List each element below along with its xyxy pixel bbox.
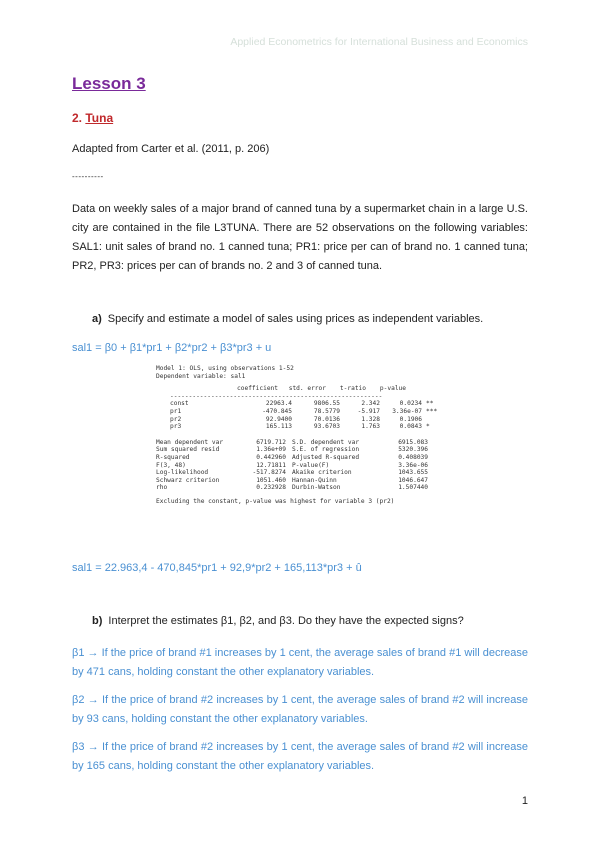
output-title: Model 1: OLS, using observations 1-52 — [156, 365, 294, 372]
section-number: 2. — [72, 111, 83, 125]
stat-row — [156, 439, 456, 447]
coef-t: 1.328 — [361, 415, 380, 423]
lesson-title: Lesson 3 — [72, 74, 146, 93]
question-a-text: Specify and estimate a model of sales using prices as independent variables. — [107, 313, 484, 325]
coef-se: 70.0136 — [313, 415, 340, 423]
stat-l1: Log-likelihood — [156, 469, 209, 477]
stat-v1: 0.442960 — [256, 453, 286, 461]
coef-separator: --------------------------------------------------------- — [170, 392, 383, 400]
coef-t: -5.917 — [357, 407, 380, 415]
coef-row — [156, 423, 456, 431]
question-b-label: b) — [92, 615, 103, 627]
interpretation-beta2: β2 → If the price of brand #2 increases by 1 cent, the average sales of brand #2 will increase by 93 cans, holding constant the other explanatory variables. — [72, 694, 528, 725]
stat-v1: 12.71811 — [256, 461, 286, 469]
coef-p: 0.0234 — [399, 400, 422, 408]
coef-star: * — [426, 423, 430, 431]
stat-l1: rho — [156, 484, 168, 492]
stat-l2: Adjusted R-squared — [292, 453, 360, 461]
stat-v2: 0.408039 — [398, 453, 428, 461]
coef-name: pr2 — [170, 415, 182, 423]
coef-row — [156, 408, 456, 416]
intro-paragraph: Data on weekly sales of a major brand of canned tuna by a supermarket chain in a large U.S. city are contained in the file L3TUNA. There are 52 observations on the following variables: SAL1: unit sales of brand no. 1 canned tuna; PR1: price per can of brand no. 1 canned tuna; PR2, PR3: prices per can of brands no. 2 and 3 of canned tuna. — [72, 203, 528, 272]
stat-l1: Mean dependent var — [156, 438, 224, 446]
page-number: 1 — [521, 795, 528, 807]
coef-coef: 165.113 — [265, 423, 292, 431]
coef-row — [156, 416, 456, 424]
stat-v2: 1043.655 — [398, 469, 428, 477]
coef-coef: 22963.4 — [265, 400, 292, 408]
coef-star: *** — [426, 407, 438, 415]
coef-row — [156, 400, 456, 408]
coef-se: 9806.55 — [313, 400, 340, 408]
stat-v2: 1046.647 — [398, 476, 428, 484]
coef-header: coefficient std. error t-ratio p-value — [237, 385, 406, 393]
output-dependent: Dependent variable: sal1 — [156, 372, 246, 380]
dash-divider: ---------- — [72, 172, 104, 181]
question-b — [92, 615, 464, 627]
stat-v2: 5320.396 — [398, 446, 428, 454]
stat-l2: P-value(F) — [292, 461, 330, 469]
stat-l2: Durbin-Watson — [292, 484, 341, 492]
coef-se: 93.6703 — [313, 423, 340, 431]
stat-v2: 1.507440 — [398, 484, 428, 492]
coef-name: const — [170, 400, 189, 408]
stat-v1: 1051.460 — [256, 476, 286, 484]
stat-row — [156, 469, 456, 477]
coef-p: 3.36e-07 — [392, 407, 422, 415]
coef-name: pr3 — [170, 423, 182, 431]
stat-v2: 3.36e-06 — [398, 461, 428, 469]
stat-l1: F(3, 48) — [156, 461, 186, 469]
stat-v2: 6915.083 — [398, 438, 428, 446]
question-b-text: Interpret the estimates β1, β2, and β3. Do they have the expected signs? — [108, 615, 464, 627]
stat-l1: R-squared — [156, 453, 190, 461]
model-equation: sal1 = β0 + β1*pr1 + β2*pr2 + β3*pr3 + u — [72, 342, 272, 354]
stat-v1: 0.232928 — [256, 484, 286, 492]
interpretation-beta1: β1 → If the price of brand #1 increases by 1 cent, the average sales of brand #1 will decrease by 471 cans, holding constant the other explanatory variables. — [72, 647, 528, 678]
estimated-equation: sal1 = 22.963,4 - 470,845*pr1 + 92,9*pr2 + 165,113*pr3 + û — [72, 562, 362, 574]
stat-l1: Sum squared resid — [156, 446, 220, 454]
coef-star: ** — [426, 400, 434, 408]
regression-output — [156, 365, 456, 545]
coef-coef: 92.9400 — [265, 415, 292, 423]
stat-row — [156, 446, 456, 454]
stat-v1: 1.36e+09 — [256, 446, 286, 454]
stat-row — [156, 484, 456, 492]
stat-v1: -517.8274 — [252, 469, 286, 477]
source-note: Adapted from Carter et al. (2011, p. 206) — [72, 143, 270, 155]
coef-name: pr1 — [170, 407, 182, 415]
stat-l1: Schwarz criterion — [156, 476, 220, 484]
coef-se: 78.5779 — [313, 407, 340, 415]
coef-coef: -470.845 — [262, 407, 292, 415]
interpretation-beta3: β3 → If the price of brand #2 increases by 1 cent, the average sales of brand #2 will increase by 165 cans, holding constant the other explanatory variables. — [72, 741, 528, 772]
stat-l2: Akaike criterion — [292, 469, 352, 477]
coef-p: 0.1906 — [399, 415, 422, 423]
coef-star — [422, 416, 444, 424]
stat-row — [156, 477, 456, 485]
coef-t: 1.763 — [361, 423, 380, 431]
question-a-label: a) — [92, 313, 102, 325]
section-heading — [72, 111, 113, 125]
running-header: Applied Econometrics for International Business and Economics — [230, 36, 528, 48]
stat-row — [156, 462, 456, 470]
output-footnote: Excluding the constant, p-value was highest for variable 3 (pr2) — [156, 497, 395, 505]
stat-l2: S.E. of regression — [292, 446, 360, 454]
stat-v1: 6719.712 — [256, 438, 286, 446]
stat-l2: Hannan-Quinn — [292, 476, 337, 484]
stat-row — [156, 454, 456, 462]
stat-l2: S.D. dependent var — [292, 438, 360, 446]
question-a — [92, 313, 483, 325]
coef-t: 2.342 — [361, 400, 380, 408]
coef-p: 0.0843 — [399, 423, 422, 431]
section-title: Tuna — [85, 111, 114, 125]
